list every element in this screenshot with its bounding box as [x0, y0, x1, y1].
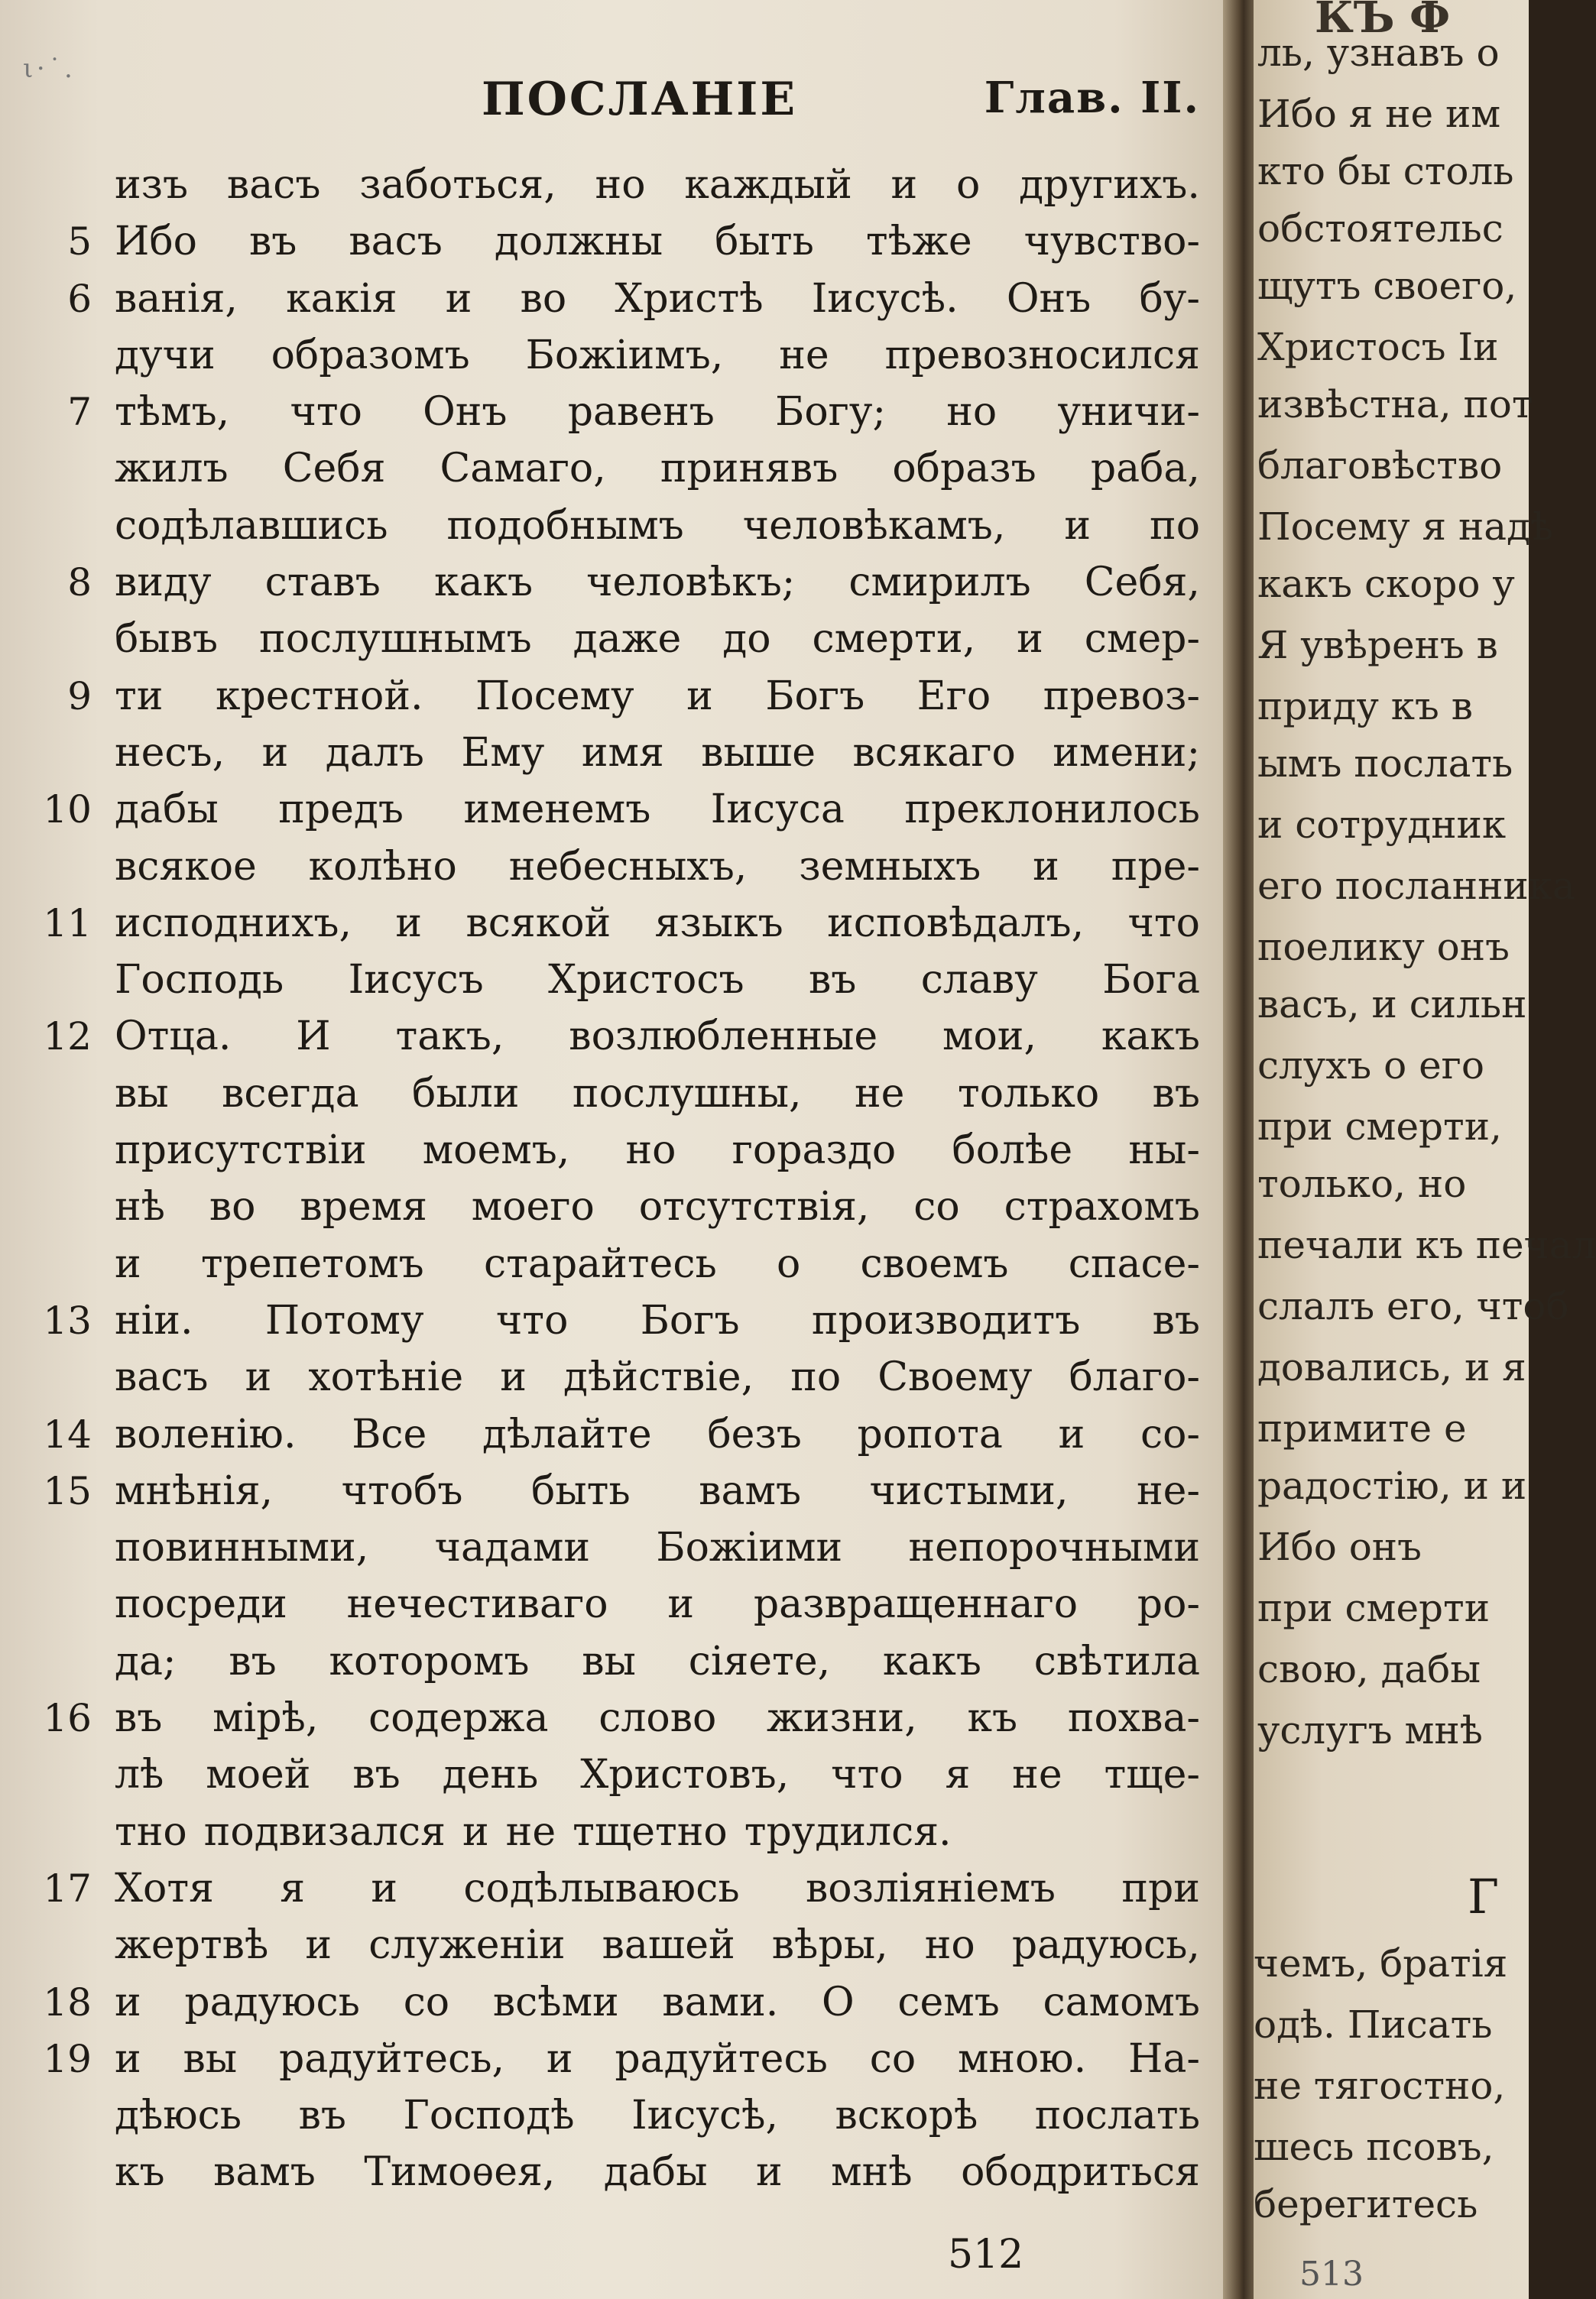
line-text: дабы предъ именемъ Іисуса преклонилось	[115, 786, 1200, 833]
text-line	[115, 1804, 1200, 1860]
text-line	[115, 1236, 1200, 1292]
line-text: всякое колѣно небесныхъ, земныхъ и пре-	[115, 843, 1200, 890]
text-line	[115, 1746, 1200, 1803]
line-text: и вы радуйтесь, и радуйтесь со мною. На-	[115, 2035, 1200, 2082]
right-text-line: поелику онъ	[1257, 925, 1510, 969]
text-line	[115, 952, 1200, 1008]
right-text-line: при смерти	[1257, 1586, 1491, 1630]
text-line	[43, 781, 1200, 838]
line-text: васъ и хотѣніе и дѣйствіе, по Своему благо-	[115, 1354, 1200, 1401]
line-text: тѣмъ, что Онъ равенъ Богу; но уничи-	[115, 389, 1200, 436]
section-letter: Г	[1468, 1869, 1500, 1924]
text-line	[43, 1974, 1200, 2031]
right-text-line: и сотрудник	[1257, 803, 1507, 847]
text-line	[115, 2087, 1200, 2144]
right-text-line: Посему я надѣ	[1257, 504, 1554, 549]
text-line	[115, 1179, 1200, 1235]
text-line	[115, 440, 1200, 497]
line-text: посреди нечестиваго и развращеннаго ро-	[115, 1581, 1200, 1628]
right-header: КЪ Ф	[1315, 0, 1451, 43]
line-text: тно подвизался и не тщетно трудился.	[115, 1808, 952, 1855]
text-line	[43, 1690, 1200, 1746]
text-line	[43, 1008, 1200, 1065]
line-text: ванія, какія и во Христѣ Іисусѣ. Онъ бу-	[115, 275, 1200, 322]
text-line	[115, 1065, 1200, 1122]
verse-number: 18	[43, 1980, 92, 2025]
text-line	[43, 1860, 1200, 1917]
verse-number: 10	[43, 787, 92, 832]
right-text-line: его посланника	[1257, 864, 1575, 908]
line-text: повинными, чадами Божіими непорочными	[115, 1525, 1200, 1571]
verse-number: 9	[67, 673, 92, 718]
line-text: присутствіи моемъ, но гораздо болѣе ны-	[115, 1127, 1200, 1174]
line-text: Господь Іисусъ Христосъ въ славу Бога	[115, 957, 1200, 1004]
text-line	[43, 1463, 1200, 1519]
line-text: Ибо въ васъ должны быть тѣже чувство-	[115, 219, 1200, 265]
right-text-line: свою, дабы	[1257, 1647, 1481, 1691]
line-text: дѣюсь въ Господѣ Іисусѣ, вскорѣ послать	[115, 2093, 1200, 2139]
line-text: ти крестной. Посему и Богъ Его превоз-	[115, 673, 1200, 719]
right-text-line: шесь псовъ,	[1254, 2125, 1494, 2169]
right-text-line: Я увѣренъ в	[1257, 623, 1498, 667]
right-text-line: Ибо онъ	[1257, 1525, 1422, 1569]
page-number-right: 513	[1299, 2255, 1364, 2294]
verse-number: 6	[67, 276, 92, 321]
line-text: содѣлавшись подобнымъ человѣкамъ, и по	[115, 502, 1200, 549]
text-line	[115, 157, 1200, 213]
text-line	[115, 1349, 1200, 1406]
right-text-line: примите е	[1257, 1406, 1467, 1451]
corner-marks: ι⋅˙.	[23, 54, 76, 84]
right-text-line: чемъ, братія	[1254, 1941, 1508, 1986]
text-line	[43, 1406, 1200, 1463]
verse-number: 19	[43, 2036, 92, 2081]
text-line	[43, 1292, 1200, 1349]
right-text-line: берегитесь	[1254, 2182, 1478, 2226]
verse-number: 16	[43, 1696, 92, 1741]
right-text-line: радостію, и и	[1257, 1464, 1527, 1508]
right-text-line: щутъ своего,	[1257, 264, 1517, 308]
line-text: исподнихъ, и всякой языкъ исповѣдалъ, что	[115, 900, 1200, 946]
right-text-line: ль, узнавъ о	[1257, 31, 1500, 75]
line-text: лѣ моей въ день Христовъ, что я не тще-	[115, 1752, 1200, 1798]
book-gutter	[1223, 0, 1257, 2299]
right-text-line: приду къ в	[1257, 684, 1473, 728]
header-chapter: Глав. II.	[984, 73, 1200, 123]
right-page	[1254, 0, 1596, 2299]
text-line	[67, 554, 1200, 611]
line-text: мнѣнія, чтобъ быть вамъ чистыми, не-	[115, 1467, 1200, 1514]
right-text-line: какъ скоро у	[1257, 562, 1515, 606]
line-text: въ мірѣ, содержа слово жизни, къ похва-	[115, 1695, 1200, 1742]
line-text: и трепетомъ старайтесь о своемъ спасе-	[115, 1240, 1200, 1287]
line-text: да; въ которомъ вы сіяете, какъ свѣтила	[115, 1638, 1200, 1685]
page-number-left: 512	[948, 2232, 1024, 2278]
line-text: и радуюсь со всѣми вами. О семъ самомъ	[115, 1979, 1200, 2025]
verse-number: 11	[43, 900, 92, 945]
header-title: ПОСЛАНІЕ	[482, 73, 798, 126]
verse-number: 5	[67, 219, 92, 264]
text-line	[67, 213, 1200, 270]
text-line	[67, 271, 1200, 327]
text-line	[115, 1122, 1200, 1179]
verse-number: 17	[43, 1866, 92, 1911]
line-text: дучи образомъ Божіимъ, не превозносился	[115, 332, 1200, 378]
right-text-line: слухъ о его	[1257, 1043, 1484, 1088]
line-text: жилъ Себя Самаго, принявъ образъ раба,	[115, 446, 1200, 492]
line-text: къ вамъ Тимоѳея, дабы и мнѣ ободриться	[115, 2149, 1200, 2196]
text-line	[43, 895, 1200, 952]
line-text: Хотя я и содѣлываюсь возліяніемъ при	[115, 1865, 1200, 1912]
text-line	[115, 838, 1200, 895]
right-text-line: довались, и я	[1257, 1345, 1526, 1389]
running-header	[107, 73, 1208, 134]
right-text-line: при смерти,	[1257, 1104, 1502, 1149]
text-line	[115, 1519, 1200, 1576]
text-line	[43, 2031, 1200, 2087]
text-line	[115, 725, 1200, 781]
text-line	[115, 1917, 1200, 1973]
right-text-line: только, но	[1257, 1162, 1467, 1206]
body-text	[43, 157, 1200, 2201]
right-text-line: печали къ печал	[1257, 1223, 1596, 1267]
text-line	[115, 1576, 1200, 1633]
line-text: вы всегда были послушны, не только въ	[115, 1070, 1200, 1117]
right-text-line: кто бы столь	[1257, 149, 1514, 193]
line-text: изъ васъ заботься, но каждый и о другихъ.	[115, 162, 1200, 208]
right-text-line: не тягостно,	[1254, 2064, 1506, 2108]
line-text: бывъ послушнымъ даже до смерти, и смер-	[115, 616, 1200, 663]
verse-number: 15	[43, 1468, 92, 1513]
line-text: жертвѣ и служеніи вашей вѣры, но радуюсь,	[115, 1922, 1200, 1969]
right-text-line: обстоятельс	[1257, 206, 1504, 251]
text-line	[115, 327, 1200, 384]
verse-number: 14	[43, 1412, 92, 1457]
right-text-line: Ибо я не им	[1257, 92, 1501, 136]
text-line	[115, 611, 1200, 667]
line-text: ніи. Потому что Богъ производитъ въ	[115, 1297, 1200, 1344]
text-line	[115, 498, 1200, 554]
text-line	[67, 384, 1200, 440]
line-text: воленію. Все дѣлайте безъ ропота и со-	[115, 1411, 1200, 1458]
verse-number: 13	[43, 1298, 92, 1343]
line-text: виду ставъ какъ человѣкъ; смирилъ Себя,	[115, 559, 1200, 606]
verse-number: 12	[43, 1014, 92, 1059]
verse-number: 8	[67, 560, 92, 605]
text-line	[67, 668, 1200, 725]
right-text-line: извѣстна, пот	[1257, 382, 1533, 426]
right-text-line: васъ, и сильн	[1257, 982, 1527, 1026]
right-text-line: услугъ мнѣ	[1257, 1708, 1483, 1753]
text-line	[115, 2144, 1200, 2200]
right-text-line: одѣ. Писать	[1254, 2002, 1493, 2047]
right-text-line: Христосъ Іи	[1257, 325, 1499, 369]
line-text: Отца. И такъ, возлюбленные мои, какъ	[115, 1013, 1200, 1060]
line-text: нѣ во время моего отсутствія, со страхомъ	[115, 1184, 1200, 1231]
right-text-line: ымъ послать	[1257, 741, 1513, 786]
right-text-line: слалъ его, чтоб	[1257, 1284, 1569, 1328]
line-text: несъ, и далъ Ему имя выше всякаго имени;	[115, 729, 1200, 776]
verse-number: 7	[67, 390, 92, 435]
right-text-line: благовѣство	[1257, 443, 1503, 488]
text-line	[115, 1633, 1200, 1690]
